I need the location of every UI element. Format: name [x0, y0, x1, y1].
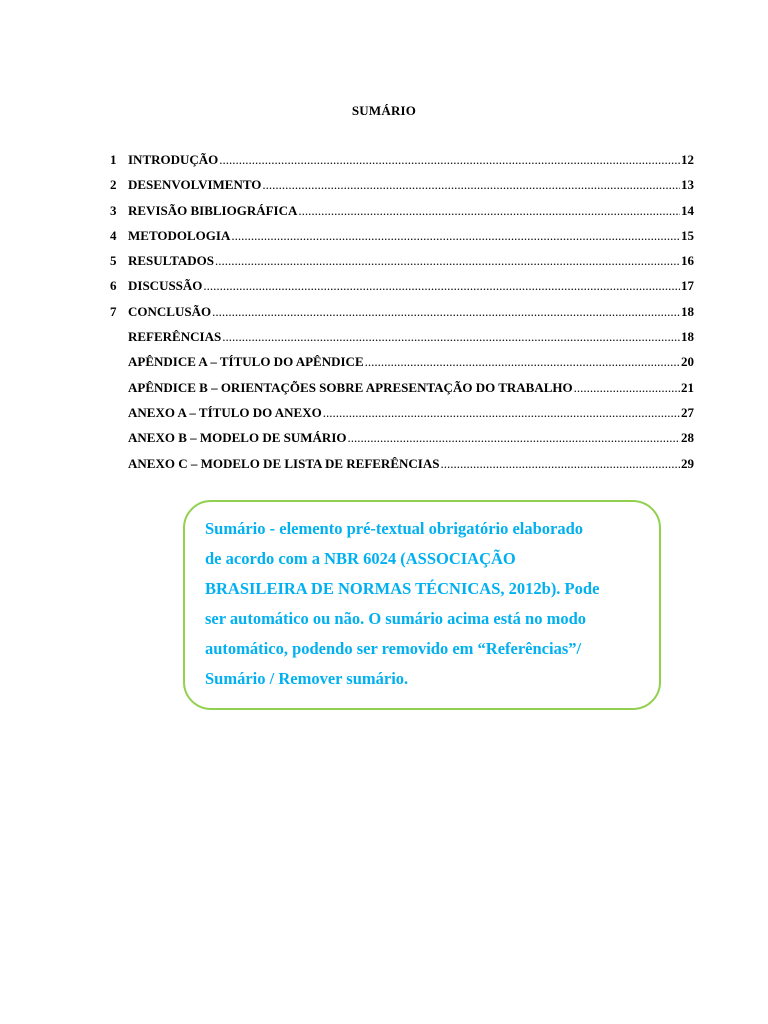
- toc-entry-label: REFERÊNCIAS: [128, 329, 222, 345]
- toc-entry-label: RESULTADOS: [128, 253, 214, 269]
- toc-leader-dots: [222, 329, 680, 345]
- toc-entry-label: CONCLUSÃO: [128, 303, 212, 319]
- toc-entry[interactable]: [108, 405, 694, 430]
- toc-entry-page: 21: [681, 379, 694, 395]
- note-line: Sumário - elemento pré-textual obrigatório elaborado: [205, 519, 584, 538]
- toc-entry-page: 15: [681, 227, 694, 243]
- toc-entry-number: 6: [110, 278, 117, 294]
- toc-entry-label: METODOLOGIA: [128, 227, 231, 243]
- toc-leader-dots: [574, 380, 680, 396]
- toc-leader-dots: [219, 152, 680, 168]
- toc-entry-label: DISCUSSÃO: [128, 278, 203, 294]
- toc-entry-page: 20: [681, 354, 694, 370]
- toc-entry-page: 17: [681, 278, 694, 294]
- toc-entry[interactable]: [108, 456, 694, 481]
- toc-entry[interactable]: [108, 278, 694, 303]
- toc-entry-number: 4: [110, 227, 117, 243]
- toc-entry-label: ANEXO B – MODELO DE SUMÁRIO: [128, 430, 347, 446]
- toc-entry-page: 28: [681, 430, 694, 446]
- toc-entry[interactable]: [108, 380, 694, 405]
- page-title: SUMÁRIO: [351, 103, 417, 118]
- toc-leader-dots: [262, 177, 680, 193]
- toc-entry-page: 13: [681, 177, 694, 193]
- toc-leader-dots: [348, 430, 681, 446]
- note-line: Sumário / Remover sumário.: [205, 669, 409, 688]
- toc-entry[interactable]: [108, 203, 694, 228]
- toc-entry-label: ANEXO A – TÍTULO DO ANEXO: [128, 404, 322, 420]
- toc-entry-label: DESENVOLVIMENTO: [128, 177, 262, 193]
- note-line: ser automático ou não. O sumário acima está no modo: [205, 609, 587, 628]
- toc-entry[interactable]: [108, 430, 694, 455]
- toc-entry[interactable]: [108, 228, 694, 253]
- toc-entry-page: 18: [681, 329, 694, 345]
- note-line: automático, podendo ser removido em “Referências”/: [205, 639, 582, 658]
- toc-leader-dots: [440, 456, 680, 472]
- toc-entry-label: INTRODUÇÃO: [128, 152, 219, 167]
- toc-entry[interactable]: [108, 354, 694, 379]
- toc-entry-number: 2: [110, 177, 117, 193]
- toc-entry-number: 7: [110, 303, 117, 319]
- toc-entry-label: APÊNDICE A – TÍTULO DO APÊNDICE: [128, 354, 364, 370]
- note-line: BRASILEIRA DE NORMAS TÉCNICAS, 2012b). Pode: [205, 579, 600, 598]
- toc-leader-dots: [215, 253, 680, 269]
- toc-entry-number: 1: [110, 152, 117, 167]
- note-line: de acordo com a NBR 6024 (ASSOCIAÇÃO: [205, 549, 516, 568]
- toc-entry-page: 14: [681, 202, 694, 218]
- toc-entry[interactable]: [108, 152, 694, 177]
- toc-leader-dots: [212, 304, 680, 320]
- toc-entry[interactable]: [108, 253, 694, 278]
- toc-entry-page: 18: [681, 303, 694, 319]
- toc-entry-page: 29: [681, 455, 694, 471]
- toc-entry[interactable]: [108, 177, 694, 202]
- toc-entry-page: 16: [681, 253, 694, 269]
- toc-entry-number: 5: [110, 253, 117, 269]
- toc-entry[interactable]: [108, 304, 694, 329]
- toc-leader-dots: [231, 228, 680, 244]
- toc-entry-page: 12: [681, 152, 694, 167]
- toc-entry-number: 3: [110, 202, 117, 218]
- note-box: [183, 500, 661, 710]
- toc-leader-dots: [365, 354, 680, 370]
- toc-entry-page: 27: [681, 404, 694, 420]
- toc-entry[interactable]: [108, 329, 694, 354]
- toc-leader-dots: [323, 405, 680, 421]
- toc-leader-dots: [203, 278, 680, 294]
- toc-entry-label: ANEXO C – MODELO DE LISTA DE REFERÊNCIAS: [128, 455, 440, 471]
- toc-entry-label: APÊNDICE B – ORIENTAÇÕES SOBRE APRESENTAÇÃO DO TRABALHO: [128, 379, 573, 395]
- toc-entry-label: REVISÃO BIBLIOGRÁFICA: [128, 202, 298, 218]
- table-of-contents: [108, 152, 694, 481]
- toc-leader-dots: [298, 203, 680, 219]
